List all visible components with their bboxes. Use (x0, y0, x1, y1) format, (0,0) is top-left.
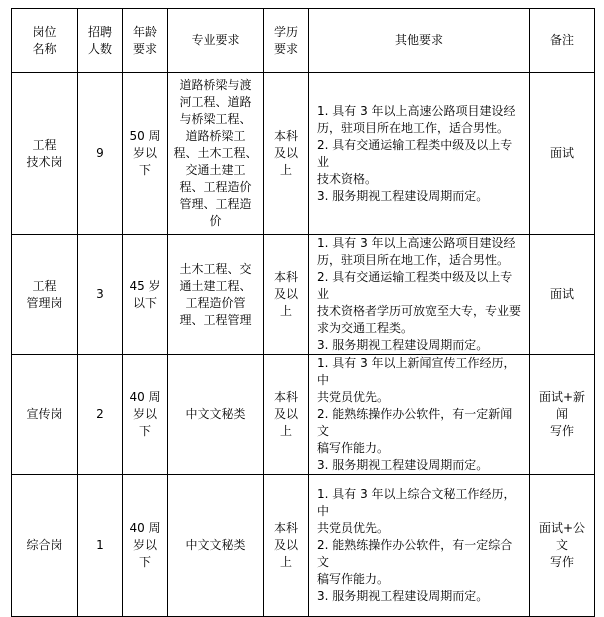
cell-major: 中文文秘类 (168, 475, 264, 617)
cell-education: 本科 及以 上 (264, 475, 309, 617)
header-note: 备注 (530, 9, 595, 73)
cell-other: 1. 具有 3 年以上高速公路项目建设经 历，驻项目所在地工作，适合男性。 2. 具有交通运输工程类中级及以上专业 技术资格者学历可放宽至大专，专业要 求为交通工程类。 3. 服务期视工程建设周期而定。 (309, 235, 530, 355)
table-row (12, 73, 595, 235)
cell-education: 本科 及以 上 (264, 355, 309, 475)
table-row (12, 475, 595, 617)
cell-age: 40 周 岁以 下 (123, 355, 168, 475)
cell-major: 土木工程、交 通土建工程、 工程造价管 理、工程管理 (168, 235, 264, 355)
header-row (12, 9, 595, 73)
cell-major: 道路桥梁与渡 河工程、道路 与桥梁工程、 道路桥梁工 程、土木工程、 交通土建工 程、工程造价 管理、工程造 价 (168, 73, 264, 235)
header-other: 其他要求 (309, 9, 530, 73)
header-count: 招聘 人数 (78, 9, 123, 73)
cell-position: 综合岗 (12, 475, 78, 617)
cell-age: 50 周 岁以 下 (123, 73, 168, 235)
cell-position: 工程 技术岗 (12, 73, 78, 235)
cell-count: 2 (78, 355, 123, 475)
cell-position: 工程 管理岗 (12, 235, 78, 355)
header-position: 岗位 名称 (12, 9, 78, 73)
table-row (12, 355, 595, 475)
cell-other: 1. 具有 3 年以上综合文秘工作经历，中 共党员优先。 2. 能熟练操作办公软件，有一定综合文 稿写作能力。 3. 服务期视工程建设周期而定。 (309, 475, 530, 617)
cell-position: 宣传岗 (12, 355, 78, 475)
cell-age: 40 周 岁以 下 (123, 475, 168, 617)
cell-education: 本科 及以 上 (264, 73, 309, 235)
cell-other: 1. 具有 3 年以上高速公路项目建设经 历，驻项目所在地工作，适合男性。 2. 具有交通运输工程类中级及以上专业 技术资格。 3. 服务期视工程建设周期而定。 (309, 73, 530, 235)
recruitment-table (11, 8, 595, 617)
cell-note: 面试+新闻 写作 (530, 355, 595, 475)
cell-education: 本科 及以 上 (264, 235, 309, 355)
header-major: 专业要求 (168, 9, 264, 73)
cell-other: 1. 具有 3 年以上新闻宣传工作经历，中 共党员优先。 2. 能熟练操作办公软件，有一定新闻文 稿写作能力。 3. 服务期视工程建设周期而定。 (309, 355, 530, 475)
cell-count: 3 (78, 235, 123, 355)
cell-note: 面试 (530, 235, 595, 355)
table-row (12, 235, 595, 355)
header-age: 年龄 要求 (123, 9, 168, 73)
header-education: 学历 要求 (264, 9, 309, 73)
cell-count: 1 (78, 475, 123, 617)
cell-note: 面试+公文 写作 (530, 475, 595, 617)
cell-major: 中文文秘类 (168, 355, 264, 475)
cell-count: 9 (78, 73, 123, 235)
cell-age: 45 岁 以下 (123, 235, 168, 355)
cell-note: 面试 (530, 73, 595, 235)
